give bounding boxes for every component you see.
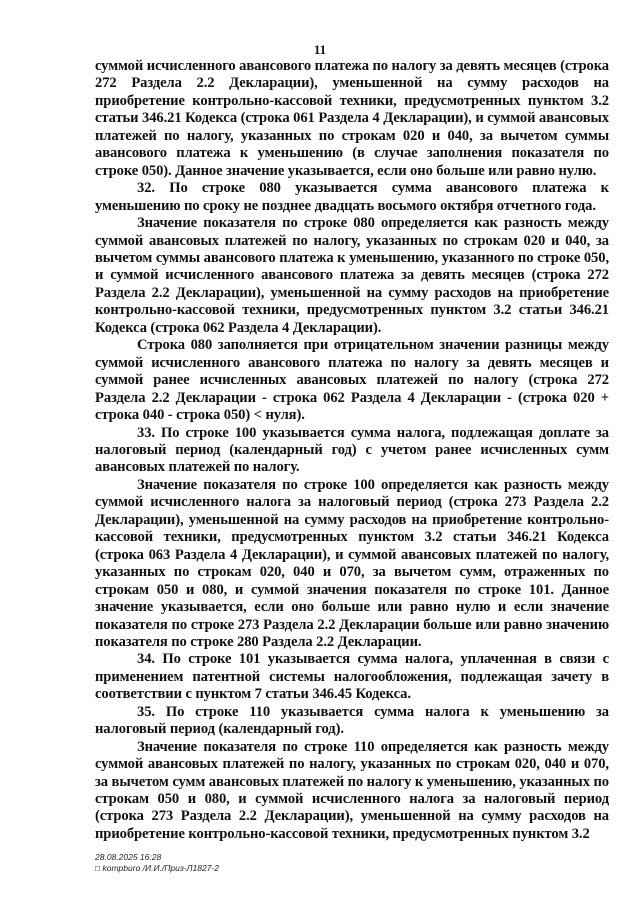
paragraph-line-080-condition: Строка 080 заполняется при отрицательном значении разницы между суммой исчисленного авансового платежа по налогу за девять месяцев и суммой ранее исчисленных авансовых платежей по налогу (строка 272 Раздела 2.2 Декларации - строка 062 Раздела 4 Декларации - (строка 020 + строка 040 - строка 050) < нуля). xyxy=(95,337,609,424)
document-body xyxy=(95,58,609,843)
paragraph-line-080-value: Значение показателя по строке 080 определяется как разность между суммой авансовых платежей по налогу, указанных по строкам 020 и 040, за вычетом суммы авансового платежа к уменьшению, указанного по строке 050, и суммой исчисленного авансового платежа за девять месяцев (строка 272 Раздела 2.2 Декларации), уменьшенной на сумму расходов на приобретение контрольно-кассовой техники, предусмотренных пунктом 3.2 статьи 346.21 Кодекса (строка 062 Раздела 4 Декларации). xyxy=(95,215,609,336)
footer-timestamp: 28.08.2025 16:28 xyxy=(95,852,162,862)
paragraph-item-33: 33. По строке 100 указывается сумма налога, подлежащая доплате за налоговый период (календарный год) с учетом ранее исчисленных сумм авансовых платежей по налогу. xyxy=(95,424,609,476)
paragraph-item-34: 34. По строке 101 указывается сумма налога, уплаченная в связи с применением патентной системы налогообложения, подлежащая зачету в соответствии с пунктом 7 статьи 346.45 Кодекса. xyxy=(95,651,609,703)
paragraph-item-35: 35. По строке 110 указывается сумма налога к уменьшению за налоговый период (календарный год). xyxy=(95,703,609,738)
paragraph-item-32: 32. По строке 080 указывается сумма авансового платежа к уменьшению по сроку не позднее двадцать восьмого октября отчетного года. xyxy=(95,180,609,214)
paragraph-line-100-value: Значение показателя по строке 100 определяется как разность между суммой исчисленного налога за налоговый период (строка 273 Раздела 2.2 Декларации), уменьшенной на сумму расходов на приобретение контрольно-кассовой техники, предусмотренных пунктом 3.2 статьи 346.21 Кодекса (строка 063 Раздела 4 Декларации), и суммой авансовых платежей по налогу, указанных по строкам 020, 040 и 070, за вычетом сумм, отраженных по строкам 050 и 080, и суммой значения показателя по строке 101. Данное значение указывается, если оно больше или равно нулю и если значение показателя по строке 273 Раздела 2.2 Декларации больше или равно значению показателя по строке 280 Раздела 2.2 Декларации. xyxy=(95,476,609,650)
footer-stamp xyxy=(95,852,219,874)
footer-doc-ref: □ kompburo /И.И./Приз-Л1827-2 xyxy=(95,863,219,873)
paragraph-line-110-value: Значение показателя по строке 110 определяется как разность между суммой авансовых платежей по налогу, указанных по строкам 020, 040 и 070, за вычетом сумм авансовых платежей по налогу к уменьшению, указанных по строкам 050 и 080, и суммой исчисленного налога за налоговый период (строка 273 Раздела 2.2 Декларации), уменьшенной на сумму расходов на приобретение контрольно-кассовой техники, предусмотренных пунктом 3.2 xyxy=(95,738,609,842)
page-number: 11 xyxy=(313,42,327,57)
paragraph-continuation: суммой исчисленного авансового платежа по налогу за девять месяцев (строка 272 Раздела 2.2 Декларации), уменьшенной на сумму расходов на приобретение контрольно-кассовой техники, предусмотренных пунктом 3.2 статьи 346.21 Кодекса (строка 061 Раздела 4 Декларации), и суммой авансовых платежей по налогу, указанных по строкам 020 и 040, за вычетом суммы авансового платежа к уменьшению (в случае заполнения показателя по строке 050). Данное значение указывается, если оно больше или равно нулю. xyxy=(95,58,609,179)
